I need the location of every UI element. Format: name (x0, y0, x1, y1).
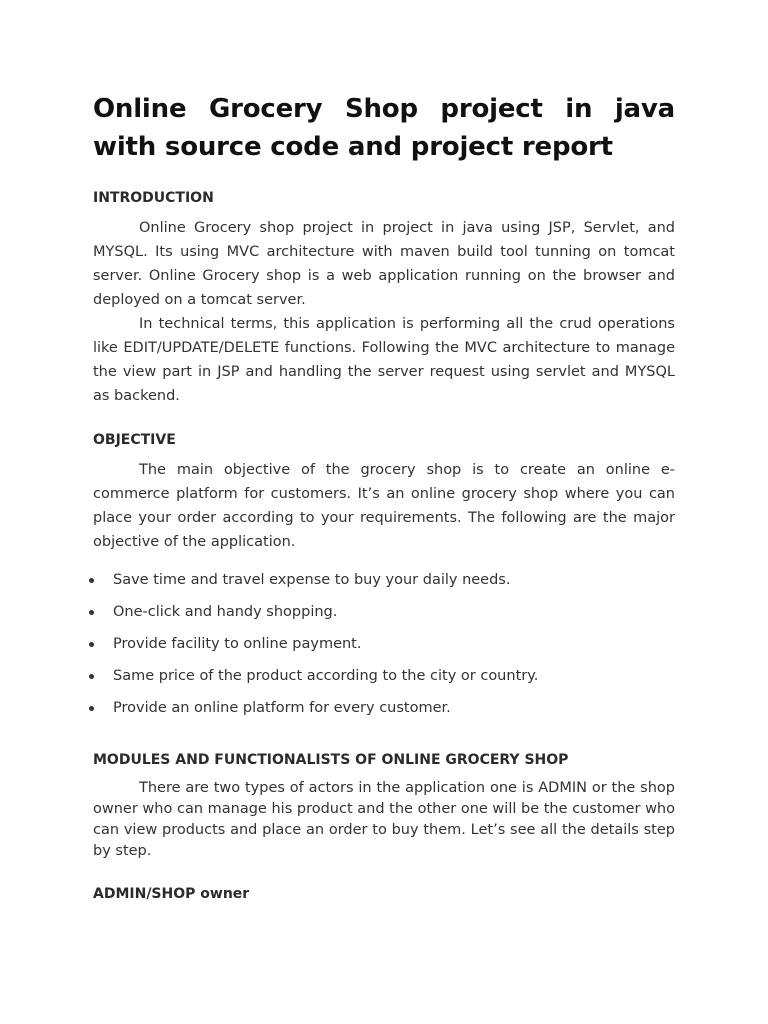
document-title: Online Grocery Shop project in java with source code and project report (93, 94, 675, 162)
list-item-text: Provide an online platform for every customer. (113, 700, 451, 716)
introduction-paragraph-1: Online Grocery shop project in project in java using JSP, Servlet, and MYSQL. Its using MVC architecture with maven build tool tunning on tomcat server. Online Grocery shop is a web application running on the browser and deployed on a tomcat server. (93, 220, 675, 308)
introduction-section (93, 188, 675, 408)
bullet-icon (89, 706, 94, 711)
modules-paragraph: There are two types of actors in the application one is ADMIN or the shop owner who can manage his product and the other one will be the customer who can view products and place an order to buy them. Let’s see all the details step by step. (93, 780, 675, 859)
bullet-icon (89, 578, 94, 583)
bullet-icon (89, 674, 94, 679)
list-item (93, 692, 675, 724)
objective-section (93, 430, 675, 724)
objective-bullet-list (93, 564, 675, 724)
introduction-heading: INTRODUCTION (93, 190, 214, 206)
bullet-icon (89, 642, 94, 647)
list-item (93, 596, 675, 628)
list-item (93, 660, 675, 692)
objective-paragraph: The main objective of the grocery shop is to create an online e-commerce platform for customers. It’s an online grocery shop where you can place your order according to your requirements. The following are the major objective of the application. (93, 462, 675, 550)
modules-heading: MODULES AND FUNCTIONALISTS OF ONLINE GROCERY SHOP (93, 752, 569, 768)
document-page (93, 90, 675, 904)
list-item-text: One-click and handy shopping. (113, 604, 338, 620)
list-item-text: Provide facility to online payment. (113, 636, 362, 652)
introduction-paragraph-2: In technical terms, this application is performing all the crud operations like EDIT/UPDATE/DELETE functions. Following the MVC architecture to manage the view part in JSP and handling the server request using servlet and MYSQL as backend. (93, 316, 675, 404)
modules-section (93, 750, 675, 862)
admin-heading: ADMIN/SHOP owner (93, 886, 250, 902)
admin-section (93, 884, 675, 904)
bullet-icon (89, 610, 94, 615)
list-item-text: Save time and travel expense to buy your daily needs. (113, 572, 511, 588)
list-item (93, 628, 675, 660)
list-item (93, 564, 675, 596)
list-item-text: Same price of the product according to the city or country. (113, 668, 539, 684)
objective-heading: OBJECTIVE (93, 432, 176, 448)
